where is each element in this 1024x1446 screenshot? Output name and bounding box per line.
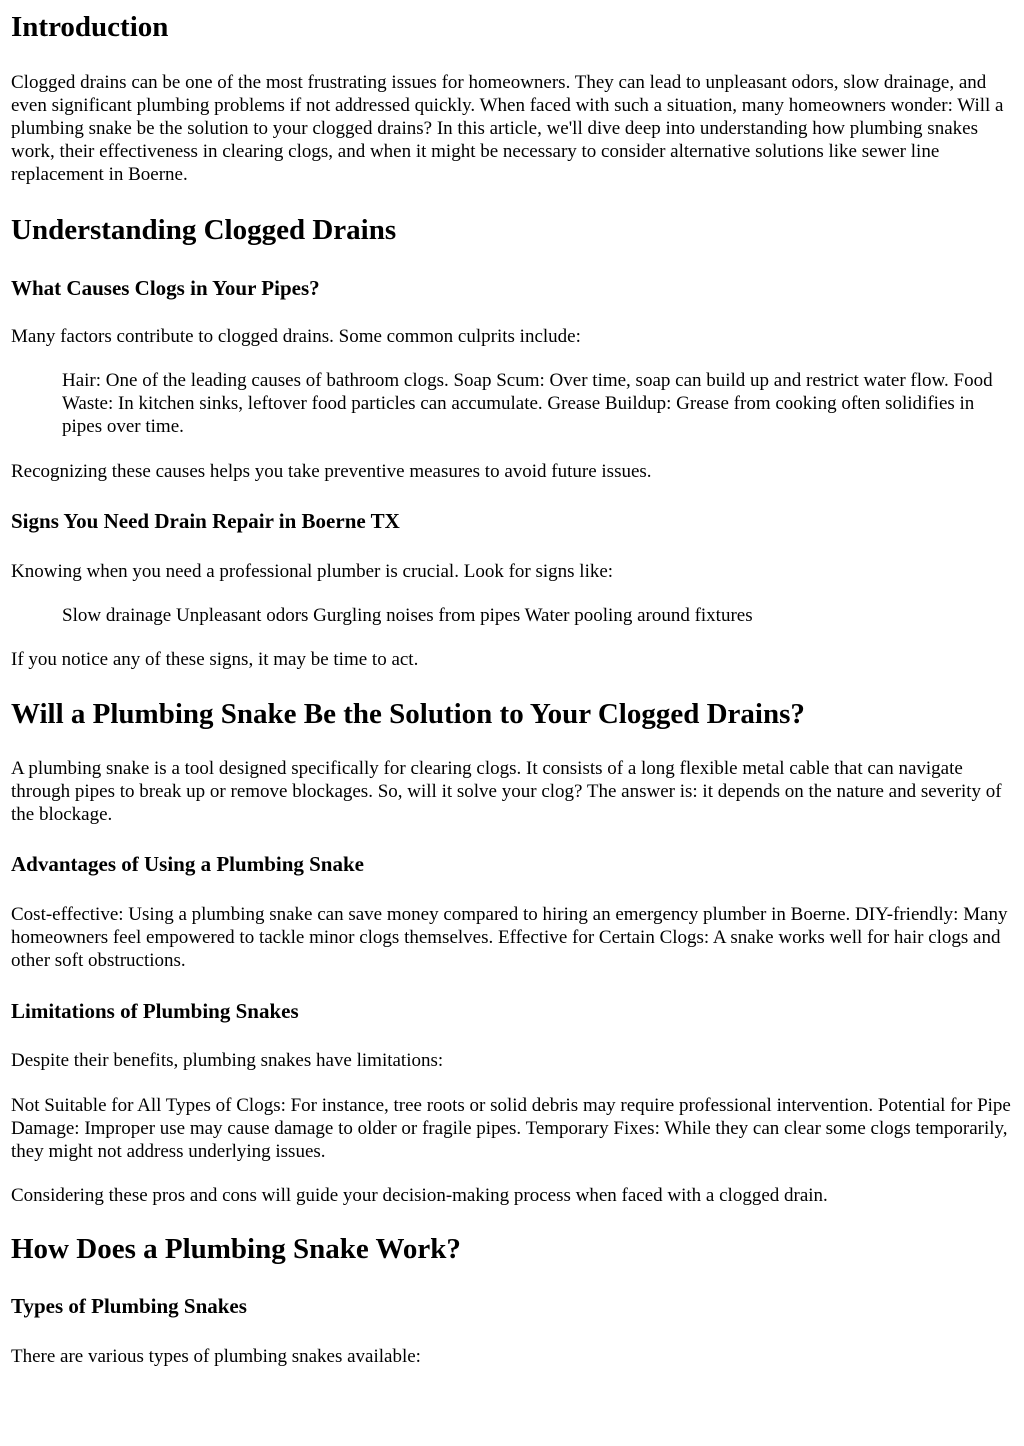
heading-what-causes-clogs: What Causes Clogs in Your Pipes? <box>11 276 320 300</box>
signs-outro-paragraph: If you notice any of these signs, it may be time to act. <box>11 649 419 670</box>
snake-paragraph: A plumbing snake is a tool designed specifically for clearing clogs. It consists of a long flexible metal cable that can navigate through pipes to break up or remove blockages. So, will it solve your clog? The answer is: it depends on the nature and severity of the blockage. <box>11 758 1002 825</box>
heading-understanding-clogged-drains: Understanding Clogged Drains <box>11 214 397 246</box>
limitations-outro-paragraph: Considering these pros and cons will guide your decision-making process when faced with a clogged drain. <box>11 1185 828 1206</box>
heading-advantages: Advantages of Using a Plumbing Snake <box>11 852 364 876</box>
causes-list: Hair: One of the leading causes of bathroom clogs. Soap Scum: Over time, soap can build up and restrict water flow. Food Waste: In kitchen sinks, leftover food particles can accumulate. Grease Buildup: Grease from cooking often solidifies in pipes over time. <box>62 370 993 437</box>
limitations-paragraph: Not Suitable for All Types of Clogs: For instance, tree roots or solid debris may require professional intervention. Potential for Pipe Damage: Improper use may cause damage to older or fragile pipes. Temporary Fixes: While they can clear some clogs temporarily, they might not address underlying issues. <box>11 1095 1011 1162</box>
heading-types-of-snakes: Types of Plumbing Snakes <box>11 1294 247 1318</box>
heading-introduction: Introduction <box>11 11 169 43</box>
causes-intro-paragraph: Many factors contribute to clogged drains. Some common culprits include: <box>11 326 581 347</box>
intro-paragraph: Clogged drains can be one of the most frustrating issues for homeowners. They can lead to unpleasant odors, slow drainage, and even significant plumbing problems if not addressed quickly. When faced with such a situation, many homeowners wonder: Will a plumbing snake be the solution to your clogged drains? In this article, we'll dive deep into understanding how plumbing snakes work, their effectiveness in clearing clogs, and when it might be necessary to consider alternative solutions like sewer line replacement in Boerne. <box>11 72 1004 185</box>
signs-intro-paragraph: Knowing when you need a professional plumber is crucial. Look for signs like: <box>11 561 614 582</box>
limitations-intro-paragraph: Despite their benefits, plumbing snakes have limitations: <box>11 1050 444 1071</box>
types-intro-paragraph: There are various types of plumbing snakes available: <box>11 1346 421 1367</box>
causes-outro-paragraph: Recognizing these causes helps you take preventive measures to avoid future issues. <box>11 461 652 482</box>
signs-list: Slow drainage Unpleasant odors Gurgling noises from pipes Water pooling around fixtures <box>62 605 753 626</box>
advantages-paragraph: Cost-effective: Using a plumbing snake can save money compared to hiring an emergency plumber in Boerne. DIY-friendly: Many homeowners feel empowered to tackle minor clogs themselves. Effective for Certain Clogs: A snake works well for hair clogs and other soft obstructions. <box>11 904 1008 971</box>
heading-how-does-snake-work: How Does a Plumbing Snake Work? <box>11 1233 461 1265</box>
heading-signs-drain-repair: Signs You Need Drain Repair in Boerne TX <box>11 509 400 533</box>
heading-limitations: Limitations of Plumbing Snakes <box>11 999 299 1023</box>
heading-will-plumbing-snake: Will a Plumbing Snake Be the Solution to Your Clogged Drains? <box>11 698 805 730</box>
